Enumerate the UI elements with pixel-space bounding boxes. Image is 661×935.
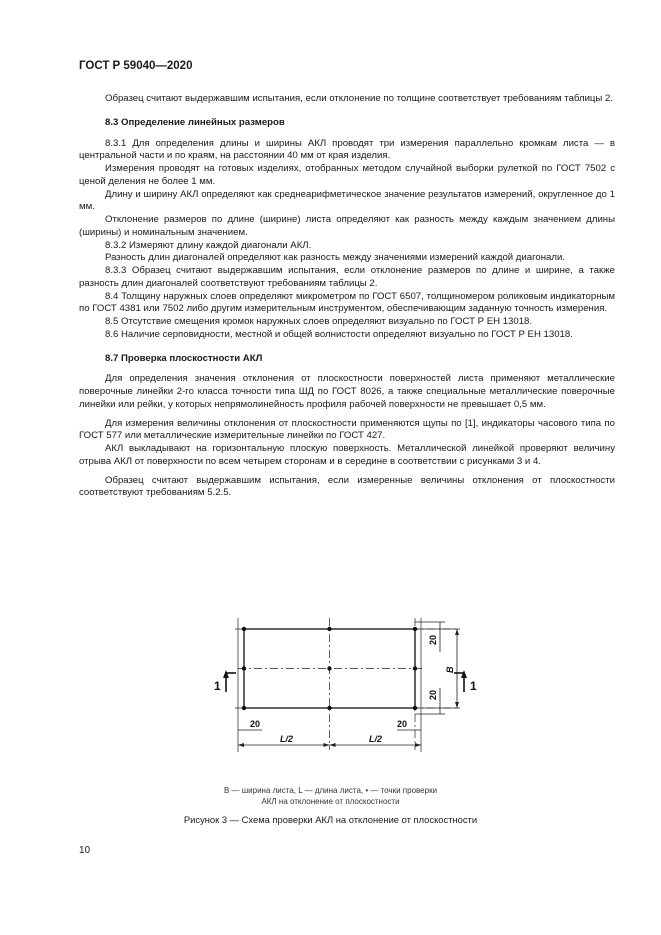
section-mark-right: 1 (470, 679, 477, 693)
figure-legend (0, 785, 661, 807)
paragraph: Образец считают выдержавшим испытания, если измеренные величины отклонения от плоскостности соответствуют требованиям 5.2.5. (79, 474, 615, 499)
dim-20-bottom: 20 (428, 689, 438, 700)
paragraph: Разность длин диагоналей определяют как разность между значениями измерений каждой диагонали. (105, 252, 565, 264)
dim-half-length-right: L/2 (369, 734, 383, 744)
paragraph: Длину и ширину АКЛ определяют как среднеарифметическое значение результатов измерений, округленное до 1 мм. (79, 188, 615, 213)
paragraph: Отклонение размеров по длине (ширине) листа определяют как разность между каждым значением длины (ширины) и номинальным значением. (79, 214, 615, 238)
paragraph: Для определения значения отклонения от плоскостности поверхностей листа применяют металлические поверочные линейки 2-го класса точности типа ШД по ГОСТ 8026, а также специальные металлические поверочные линейки или рейки, у которых непрямолинейность профиля рабочей поверхности не превышает 0,5 мм. (79, 373, 615, 410)
paragraph: АКЛ выкладывают на горизонтальную плоскую поверхность. Металлической линейкой проверяют величину отрыва АКЛ от поверхности по всем четырем сторонам и в середине в соответствии с рисунками 3 и 4. (79, 443, 615, 467)
paragraph: 8.4 Толщину наружных слоев определяют микрометром по ГОСТ 6507, толщиномером роликовым индикаторным по ГОСТ 4381 или 7502 либо другим измерительным инструментом, обеспечивающим заданную точность измерения. (79, 290, 615, 315)
paragraph: Измерения проводят на готовых изделиях, отобранных методом случайной выборки рулеткой по ГОСТ 7502 с ценой деления не более 1 мм. (79, 163, 615, 187)
section-heading-8-7: 8.7 Проверка плоскостности АКЛ (105, 352, 263, 364)
legend-line: B — ширина листа, L — длина листа, • — точки проверки (223, 786, 438, 795)
page-number: 10 (79, 845, 91, 856)
paragraph: Образец считают выдержавшим испытания, если отклонение по толщине соответствует требованиям таблицы 2. (105, 93, 613, 104)
dim-20-right: 20 (397, 719, 408, 729)
section-heading-8-3: 8.3 Определение линейных размеров (105, 116, 285, 128)
dim-half-length-left: L/2 (280, 734, 294, 744)
paragraph: 8.3.3 Образец считают выдержавшим испытания, если отклонение размеров по длине и ширине, а также разность длин диагоналей соответствуют требованиям таблицы 2. (79, 265, 615, 289)
legend-line: АКЛ на отклонение от плоскостности (261, 797, 400, 806)
section-mark-left: 1 (214, 679, 221, 693)
paragraph: 8.3.1 Для определения длины и ширины АКЛ проводят три измерения параллельно кромкам листа — в центральной части и по краям, на расстоянии 40 мм от края изделия. (79, 137, 615, 162)
paragraph: Для измерения величины отклонения от плоскостности применяются щупы по [1], индикаторы часового типа по ГОСТ 577 или металлические измерительные линейки по ГОСТ 427. (79, 417, 615, 442)
paragraph: 8.5 Отсутствие смещения кромок наружных слоев определяют визуально по ГОСТ Р ЕН 13018. (105, 316, 533, 327)
dim-20-top: 20 (428, 634, 438, 645)
paragraph: 8.6 Наличие серповидности, местной и общей волнистости определяют визуально по ГОСТ Р ЕН 13018. (105, 328, 573, 340)
document-header: ГОСТ Р 59040—2020 (79, 60, 193, 72)
dim-20-left: 20 (250, 719, 261, 729)
dim-width: B (445, 666, 455, 673)
paragraph: 8.3.2 Измеряют длину каждой диагонали АКЛ. (105, 239, 312, 251)
page-body (79, 93, 615, 500)
flatness-check-diagram (200, 598, 480, 758)
figure-caption: Рисунок 3 — Схема проверки АКЛ на отклонение от плоскостности (183, 814, 478, 825)
